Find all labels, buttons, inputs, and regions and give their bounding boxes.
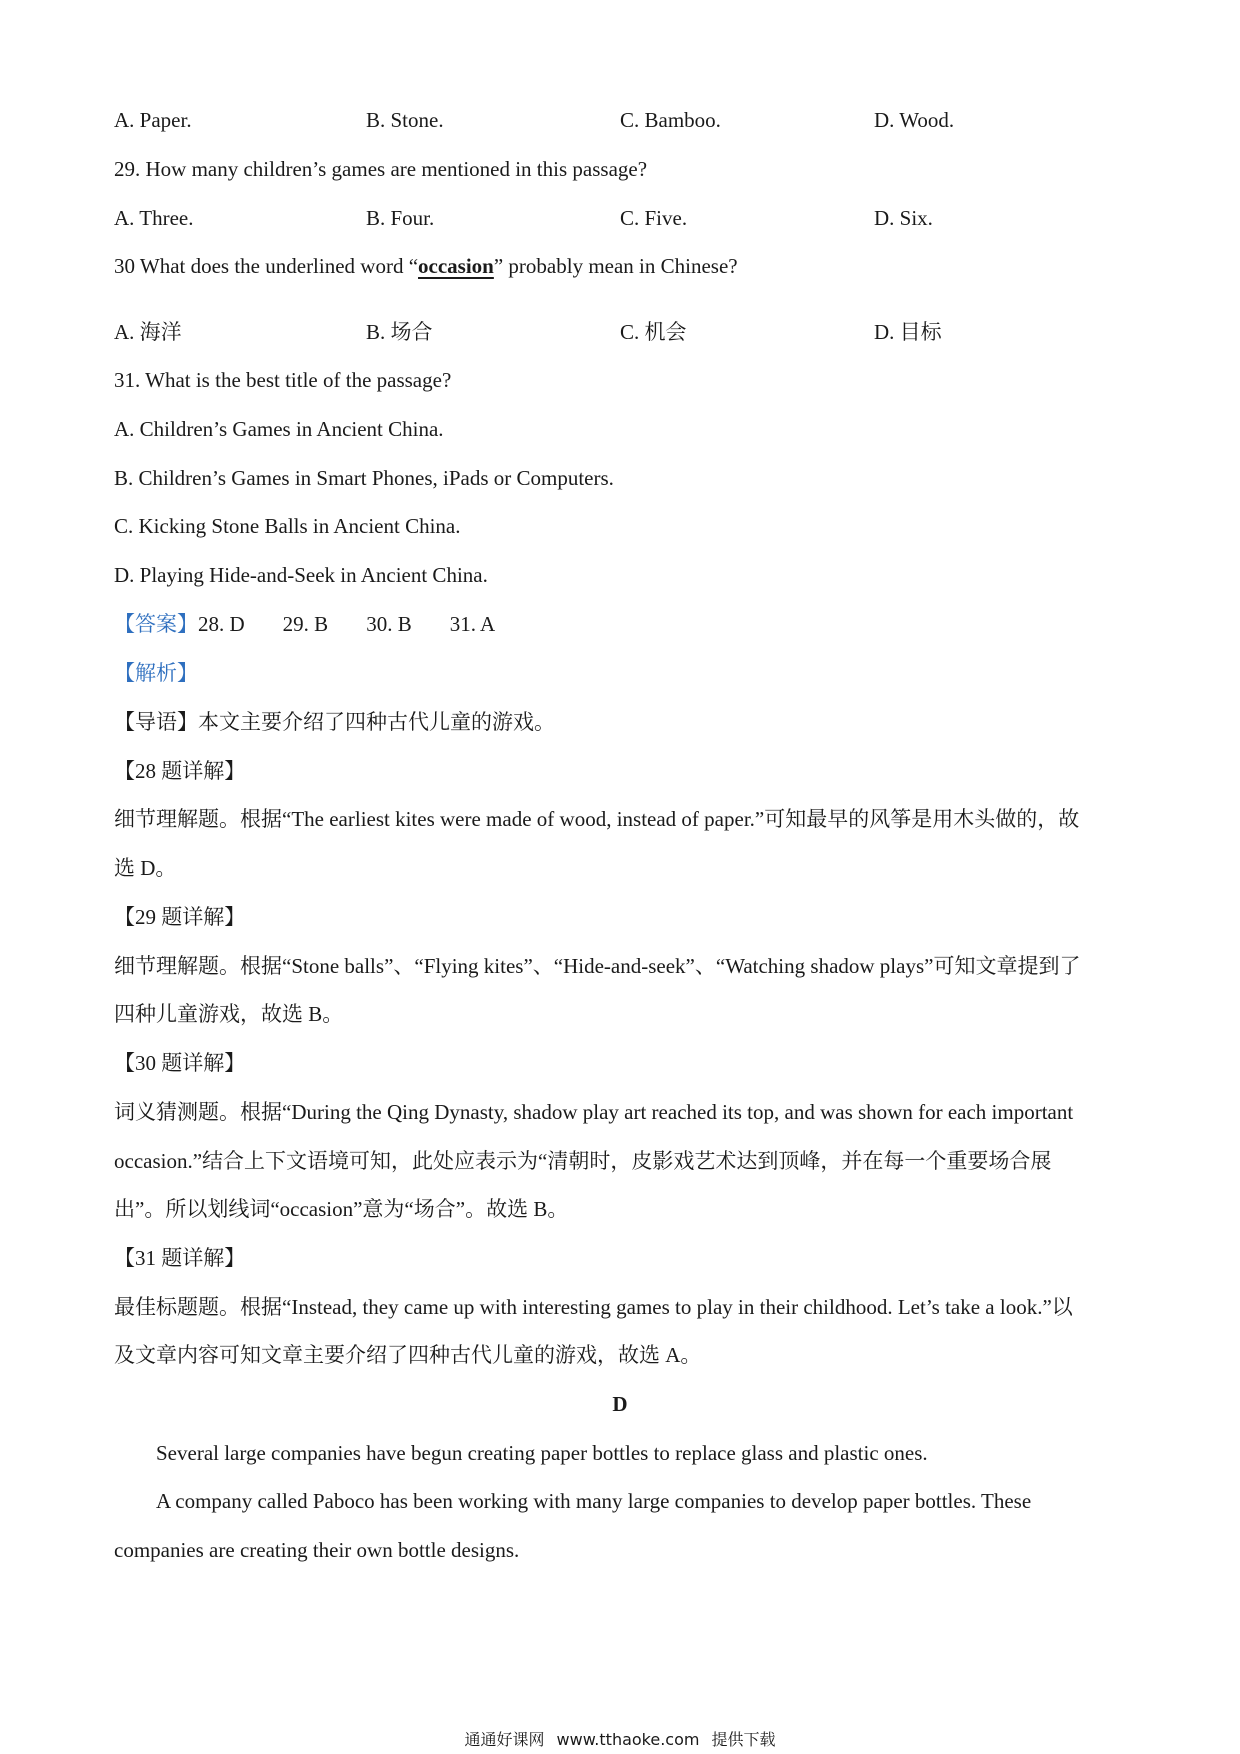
answer-line xyxy=(114,610,1134,638)
q29-option-d: D. Six. xyxy=(874,206,933,230)
q31-option-c: C. Kicking Stone Balls in Ancient China. xyxy=(114,514,461,538)
q29-question: 29. How many children’s games are mentioned in this passage? xyxy=(114,157,648,181)
answer-29: 29. B xyxy=(282,612,329,636)
detail-28-line-1: 细节理解题。根据“The earliest kites were made of wood, instead of paper.”可知最早的风筝是用木头做的，故 xyxy=(114,807,1080,831)
footer-tagline: 提供下载 xyxy=(711,1730,776,1749)
q30-question-before: 30 What does the underlined word “ xyxy=(114,254,419,278)
q29-option-c: C. Five. xyxy=(620,206,688,230)
q31-option-d: D. Playing Hide-and-Seek in Ancient China. xyxy=(114,563,488,587)
section-paragraph-2-line-1: A company called Paboco has been working with many large companies to develop paper bottles. These xyxy=(156,1489,1032,1513)
footer-site-name: 通通好课网 xyxy=(464,1730,545,1749)
intro-text: 【导语】本文主要介绍了四种古代儿童的游戏。 xyxy=(114,710,555,734)
detail-30-line-1: 词义猜测题。根据“During the Qing Dynasty, shadow play art reached its top, and was shown for each important xyxy=(114,1100,1074,1124)
q31-option-b: B. Children’s Games in Smart Phones, iPads or Computers. xyxy=(114,466,614,490)
section-paragraph-1: Several large companies have begun creating paper bottles to replace glass and plastic ones. xyxy=(156,1441,928,1465)
q28-option-d: D. Wood. xyxy=(874,108,955,132)
page-footer xyxy=(0,1730,1240,1750)
answer-label: 【答案】 xyxy=(114,612,198,636)
footer-url[interactable]: www.tthaoke.com xyxy=(556,1730,700,1749)
q28-option-c: C. Bamboo. xyxy=(620,108,721,132)
q30-question-after: ” probably mean in Chinese? xyxy=(493,254,738,278)
analysis-label: 【解析】 xyxy=(114,661,198,685)
detail-31-title: 【31 题详解】 xyxy=(114,1246,246,1270)
section-heading: D xyxy=(612,1392,628,1416)
q30-underlined-word: occasion xyxy=(418,254,494,278)
q30-option-c: C. 机会 xyxy=(620,320,687,344)
detail-30-line-2: occasion.”结合上下文语境可知，此处应表示为“清朝时，皮影戏艺术达到顶峰，并在每一个重要场合展 xyxy=(114,1149,1052,1173)
detail-29-line-2: 四种儿童游戏，故选 B。 xyxy=(114,1002,344,1026)
detail-28-line-2: 选 D。 xyxy=(114,856,177,880)
q30-option-b: B. 场合 xyxy=(366,320,433,344)
q31-option-a: A. Children’s Games in Ancient China. xyxy=(114,417,444,441)
answer-30: 30. B xyxy=(366,612,412,636)
detail-29-line-1: 细节理解题。根据“Stone balls”、“Flying kites”、“Hide-and-seek”、“Watching shadow plays”可知文章提到了 xyxy=(114,954,1081,978)
q28-option-a: A. Paper. xyxy=(114,108,192,132)
section-paragraph-2-line-2: companies are creating their own bottle designs. xyxy=(114,1538,520,1562)
q30-option-d: D. 目标 xyxy=(874,320,942,344)
q30-question xyxy=(114,252,1134,280)
detail-28-title: 【28 题详解】 xyxy=(114,759,246,783)
detail-31-line-1: 最佳标题题。根据“Instead, they came up with interesting games to play in their childhood. Let’s take a look.”以 xyxy=(114,1295,1073,1319)
q30-option-a: A. 海洋 xyxy=(114,320,182,344)
q28-option-b: B. Stone. xyxy=(366,108,444,132)
detail-31-line-2: 及文章内容可知文章主要介绍了四种古代儿童的游戏，故选 A。 xyxy=(114,1343,702,1367)
detail-30-line-3: 出”。所以划线词“occasion”意为“场合”。故选 B。 xyxy=(114,1197,569,1221)
q31-question: 31. What is the best title of the passage? xyxy=(114,368,452,392)
answer-31: 31. A xyxy=(449,612,496,636)
q29-option-a: A. Three. xyxy=(114,206,194,230)
detail-30-title: 【30 题详解】 xyxy=(114,1051,246,1075)
q29-option-b: B. Four. xyxy=(366,206,435,230)
answer-28: 28. D xyxy=(198,612,245,636)
detail-29-title: 【29 题详解】 xyxy=(114,905,246,929)
